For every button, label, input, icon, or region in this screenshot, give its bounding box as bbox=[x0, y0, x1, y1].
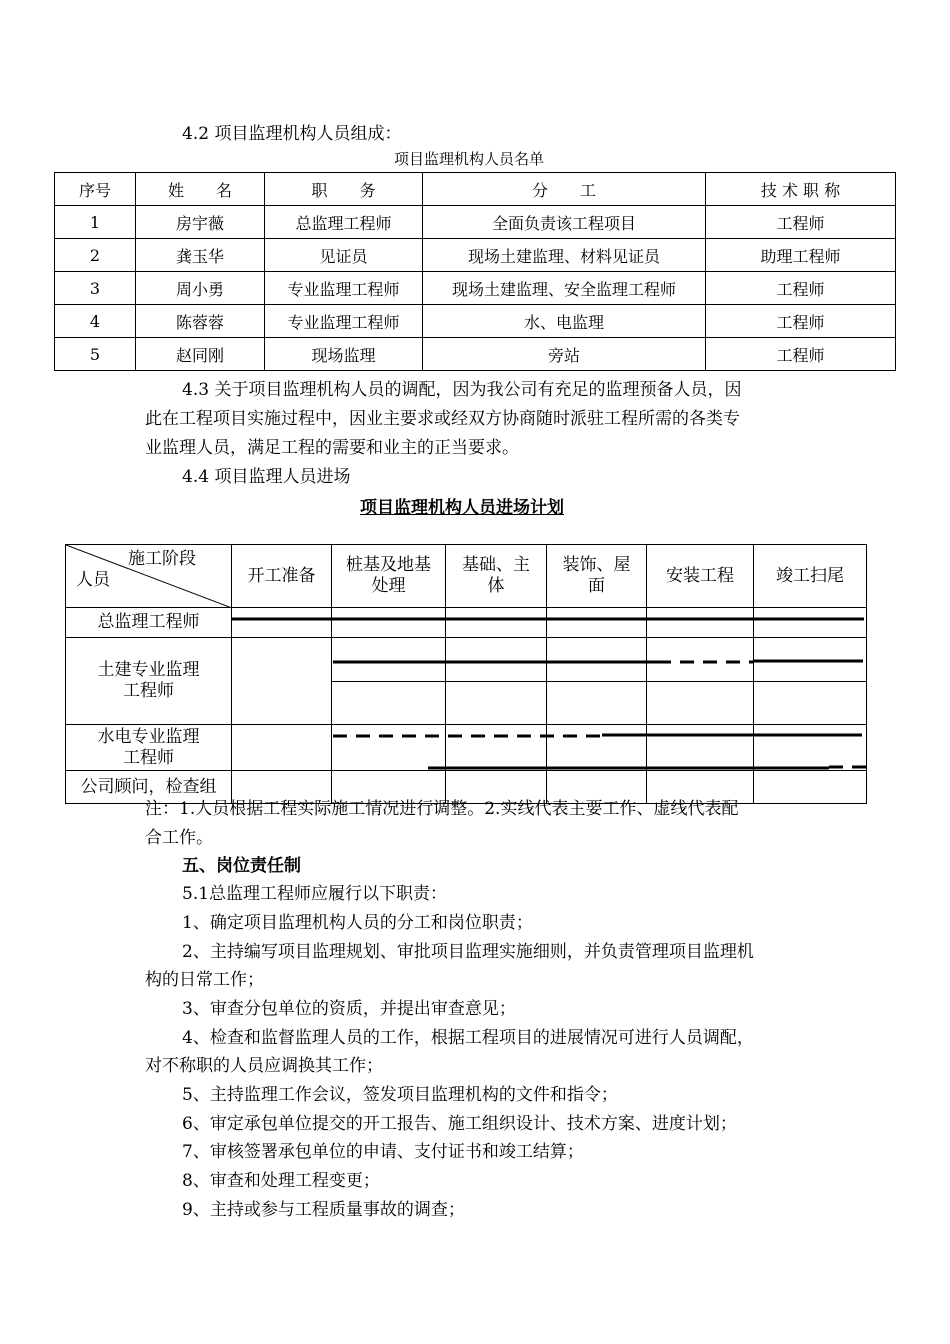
table-cell: 龚玉华 bbox=[136, 239, 265, 272]
duty-item: 4、检查和监督监理人员的工作，根据工程项目的进展情况可进行人员调配， bbox=[182, 1028, 754, 1048]
table-cell: 房宇薇 bbox=[136, 206, 265, 239]
duty-item: 9、主持或参与工程质量事故的调查； bbox=[182, 1200, 465, 1220]
stage-label: 基础、主 bbox=[462, 555, 530, 575]
table-cell: 水、电监理 bbox=[423, 305, 706, 338]
table-cell: 现场土建监理、安全监理工程师 bbox=[423, 272, 706, 305]
table-cell: 总监理工程师 bbox=[265, 206, 423, 239]
header-cell: 序号 bbox=[55, 173, 136, 206]
duty-item: 7、审核签署承包单位的申请、支付证书和竣工结算； bbox=[182, 1142, 584, 1162]
section-4-3-line3: 业监理人员，满足工程的需要和业主的正当要求。 bbox=[145, 438, 519, 458]
table-cell: 4 bbox=[55, 305, 136, 338]
section-4-4-heading: 4.4 项目监理人员进场 bbox=[182, 467, 351, 487]
duty-item: 6、审定承包单位提交的开工报告、施工组织设计、技术方案、进度计划； bbox=[182, 1114, 737, 1134]
table2-title: 项目监理机构人员进场计划 bbox=[360, 498, 564, 518]
table-cell: 陈蓉蓉 bbox=[136, 305, 265, 338]
duty-item: 8、审查和处理工程变更； bbox=[182, 1171, 380, 1191]
table-cell: 现场土建监理、材料见证员 bbox=[423, 239, 706, 272]
duty-item: 5、主持监理工作会议，签发项目监理机构的文件和指令； bbox=[182, 1085, 618, 1105]
table-cell: 助理工程师 bbox=[706, 239, 896, 272]
table-cell: 旁站 bbox=[423, 338, 706, 371]
stage-label: 体 bbox=[487, 576, 505, 596]
duty-item: 3、审查分包单位的资质，并提出审查意见； bbox=[182, 999, 516, 1019]
role-label: 公司顾问，检查组 bbox=[80, 776, 217, 797]
table-cell: 专业监理工程师 bbox=[265, 272, 423, 305]
role-label: 工程师 bbox=[123, 681, 174, 701]
table-cell: 工程师 bbox=[706, 338, 896, 371]
table-cell: 工程师 bbox=[706, 272, 896, 305]
section-4-3-line1: 4.3 关于项目监理机构人员的调配，因为我公司有充足的监理预备人员，因 bbox=[182, 380, 742, 400]
header-cell: 分 工 bbox=[423, 173, 706, 206]
header-cell: 姓 名 bbox=[136, 173, 265, 206]
duty-item: 1、确定项目监理机构人员的分工和岗位职责； bbox=[182, 913, 533, 933]
stage-label: 安装工程 bbox=[666, 565, 734, 586]
header-cell: 技 术 职 称 bbox=[706, 173, 896, 206]
corner-stage-label: 施工阶段 bbox=[128, 549, 196, 569]
role-label: 水电专业监理 bbox=[97, 726, 200, 747]
table-cell: 工程师 bbox=[706, 206, 896, 239]
table1-title: 项目监理机构人员名单 bbox=[394, 150, 545, 168]
corner-staff-label: 人员 bbox=[76, 570, 110, 590]
table-cell: 见证员 bbox=[265, 239, 423, 272]
role-label: 土建专业监理 bbox=[97, 660, 200, 680]
header-cell: 职 务 bbox=[265, 173, 423, 206]
table-cell: 全面负责该工程项目 bbox=[423, 206, 706, 239]
stage-label: 竣工扫尾 bbox=[776, 565, 844, 586]
duty-item: 2、主持编写项目监理规划、审批项目监理实施细则，并负责管理项目监理机 bbox=[182, 942, 754, 962]
role-label: 总监理工程师 bbox=[97, 612, 200, 632]
stage-label: 开工准备 bbox=[247, 565, 316, 586]
stage-label: 装饰、屋 bbox=[562, 555, 631, 575]
stage-label: 面 bbox=[588, 576, 605, 596]
section-4-2-heading: 4.2 项目监理机构人员组成： bbox=[182, 124, 402, 144]
section-5-heading: 五、岗位责任制 bbox=[182, 856, 301, 876]
table-cell: 5 bbox=[55, 338, 136, 371]
duty-item-continued: 构的日常工作； bbox=[145, 970, 264, 990]
table-cell: 专业监理工程师 bbox=[265, 305, 423, 338]
table-cell: 现场监理 bbox=[265, 338, 423, 371]
note-line1: 注：1.人员根据工程实际施工情况进行调整。2.实线代表主要工作、虚线代表配 bbox=[145, 799, 739, 819]
table-cell: 周小勇 bbox=[136, 272, 265, 305]
duty-item-continued: 对不称职的人员应调换其工作； bbox=[145, 1056, 383, 1076]
note-line2: 合工作。 bbox=[145, 828, 213, 848]
stage-label: 处理 bbox=[371, 576, 406, 596]
table-cell: 赵同刚 bbox=[136, 338, 265, 371]
section-5-1-intro: 5.1总监理工程师应履行以下职责： bbox=[182, 884, 448, 904]
table-cell: 2 bbox=[55, 239, 136, 272]
role-label: 工程师 bbox=[123, 747, 174, 768]
stage-label: 桩基及地基 bbox=[346, 555, 431, 575]
section-4-3-line2: 此在工程项目实施过程中，因业主要求或经双方协商随时派驻工程所需的各类专 bbox=[145, 409, 740, 429]
table-cell: 工程师 bbox=[706, 305, 896, 338]
table-cell: 1 bbox=[55, 206, 136, 239]
table-cell: 3 bbox=[55, 272, 136, 305]
